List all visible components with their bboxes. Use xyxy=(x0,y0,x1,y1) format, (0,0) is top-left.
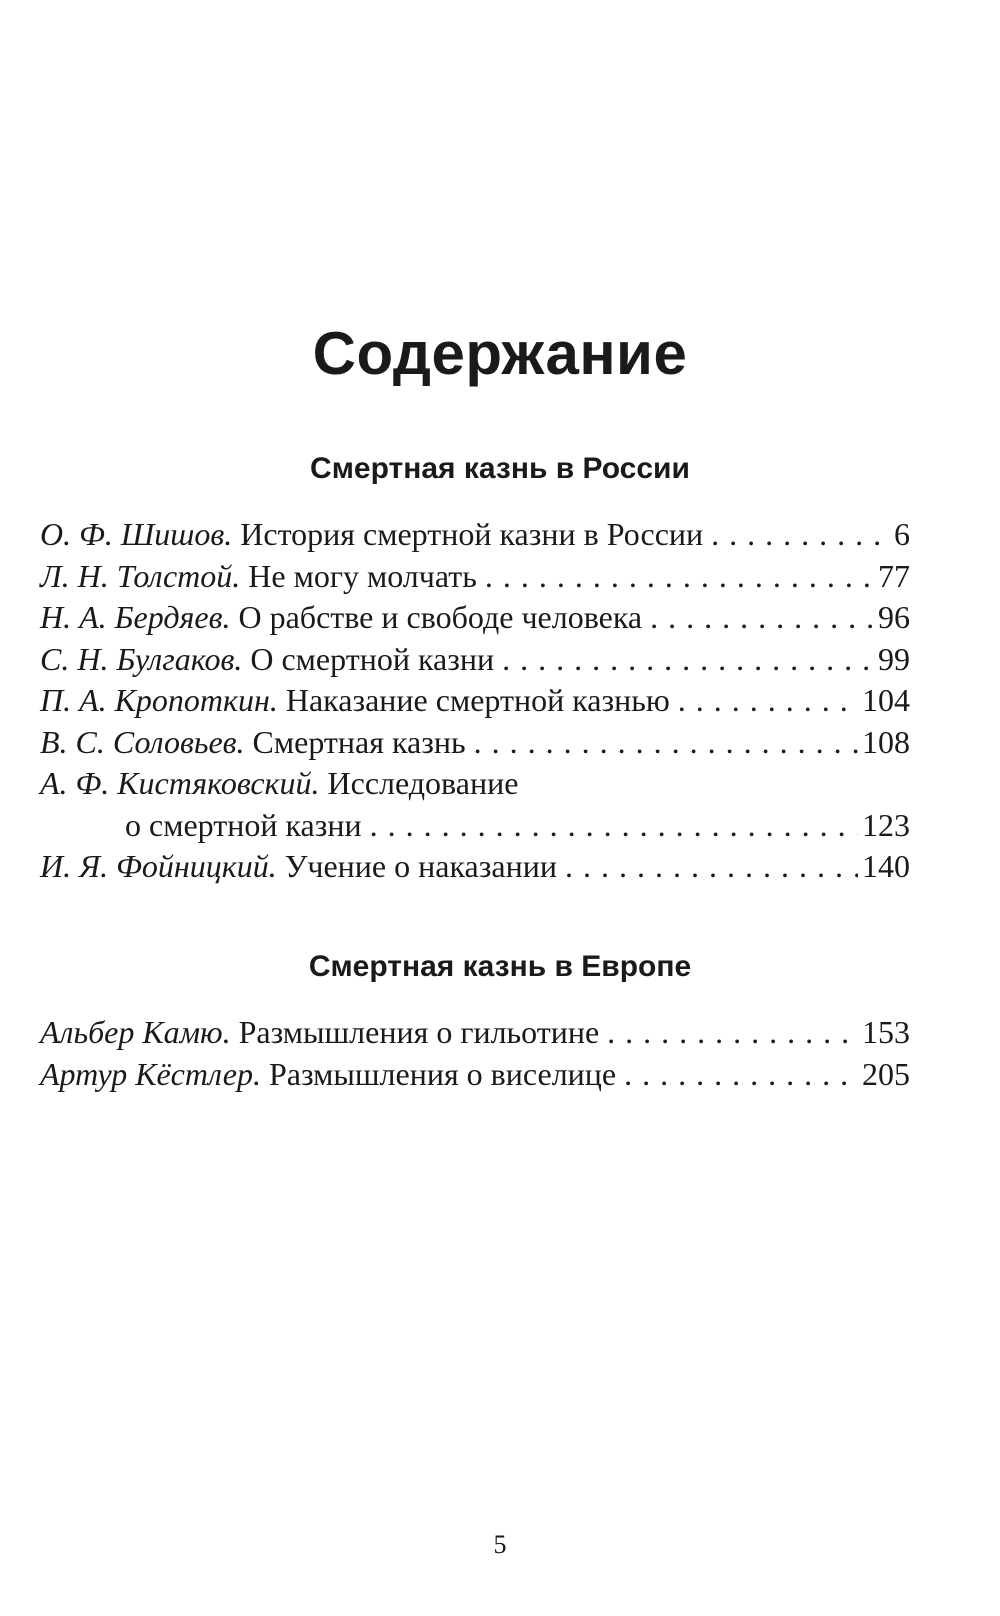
entry-author: Альбер Камю. xyxy=(40,1014,231,1050)
entry-title: Размышления о гильотине xyxy=(238,1014,600,1050)
entry-title: Наказание смертной казнью xyxy=(285,682,670,718)
entry-title-continuation: о смертной казни xyxy=(125,806,362,843)
dot-leader xyxy=(703,514,890,556)
entry-author: Артур Кёстлер. xyxy=(40,1055,261,1092)
entry-page: 153 xyxy=(862,1014,910,1050)
entry-title: О смертной казни xyxy=(250,640,495,677)
dot-leader xyxy=(466,722,858,764)
toc-entry xyxy=(40,763,910,805)
entry-page: 77 xyxy=(878,557,910,594)
entry-page: 104 xyxy=(862,682,910,718)
entry-title: Учение о наказании xyxy=(284,848,557,884)
toc-entry xyxy=(40,680,910,722)
dot-leader xyxy=(642,597,874,639)
toc-entry xyxy=(40,1054,910,1096)
dot-leader xyxy=(616,1054,858,1096)
entry-title: История смертной казни в России xyxy=(240,516,704,552)
toc-europe xyxy=(40,1012,910,1095)
toc-entry xyxy=(40,722,910,764)
toc-entry xyxy=(40,639,910,681)
toc-entry-continuation xyxy=(40,805,910,847)
toc-entry xyxy=(40,597,910,639)
entry-author: В. С. Соловьев. xyxy=(40,723,245,760)
entry-author: С. Н. Булгаков. xyxy=(40,640,243,677)
dot-leader xyxy=(494,639,874,681)
toc-entry xyxy=(40,846,910,888)
entry-page: 205 xyxy=(862,1055,910,1092)
entry-author: О. Ф. Шишов. xyxy=(40,516,233,552)
entry-page: 6 xyxy=(894,516,910,552)
dot-leader xyxy=(670,680,858,722)
entry-title: Не могу молчать xyxy=(248,557,477,594)
toc-entry xyxy=(40,514,910,556)
entry-title: Размышления о виселице xyxy=(268,1055,617,1092)
entry-title: Исследование xyxy=(327,765,519,801)
entry-page: 108 xyxy=(862,723,910,760)
page-number: 5 xyxy=(493,1530,507,1559)
toc-entry xyxy=(40,556,910,598)
entry-author: П. А. Кропоткин. xyxy=(40,682,278,718)
entry-page: 99 xyxy=(878,640,910,677)
entry-author: Л. Н. Толстой. xyxy=(40,557,241,594)
section-heading-europe: Смертная казнь в Европе xyxy=(308,950,692,983)
entry-author: А. Ф. Кистяковский. xyxy=(40,765,320,801)
dot-leader xyxy=(477,556,874,598)
toc-entry xyxy=(40,1012,910,1054)
dot-leader xyxy=(557,846,858,888)
entry-author: Н. А. Бердяев. xyxy=(40,599,231,635)
dot-leader xyxy=(599,1012,858,1054)
entry-page: 123 xyxy=(862,806,910,843)
entry-title: О рабстве и свободе человека xyxy=(238,599,643,635)
dot-leader xyxy=(362,805,858,847)
entry-author: И. Я. Фойницкий. xyxy=(40,848,277,884)
toc-russia xyxy=(40,514,910,888)
section-heading-russia: Смертная казнь в России xyxy=(310,452,690,485)
entry-page: 96 xyxy=(878,599,910,635)
entry-page: 140 xyxy=(862,848,910,884)
page-title: Содержание xyxy=(312,320,688,387)
entry-title: Смертная казнь xyxy=(252,723,466,760)
